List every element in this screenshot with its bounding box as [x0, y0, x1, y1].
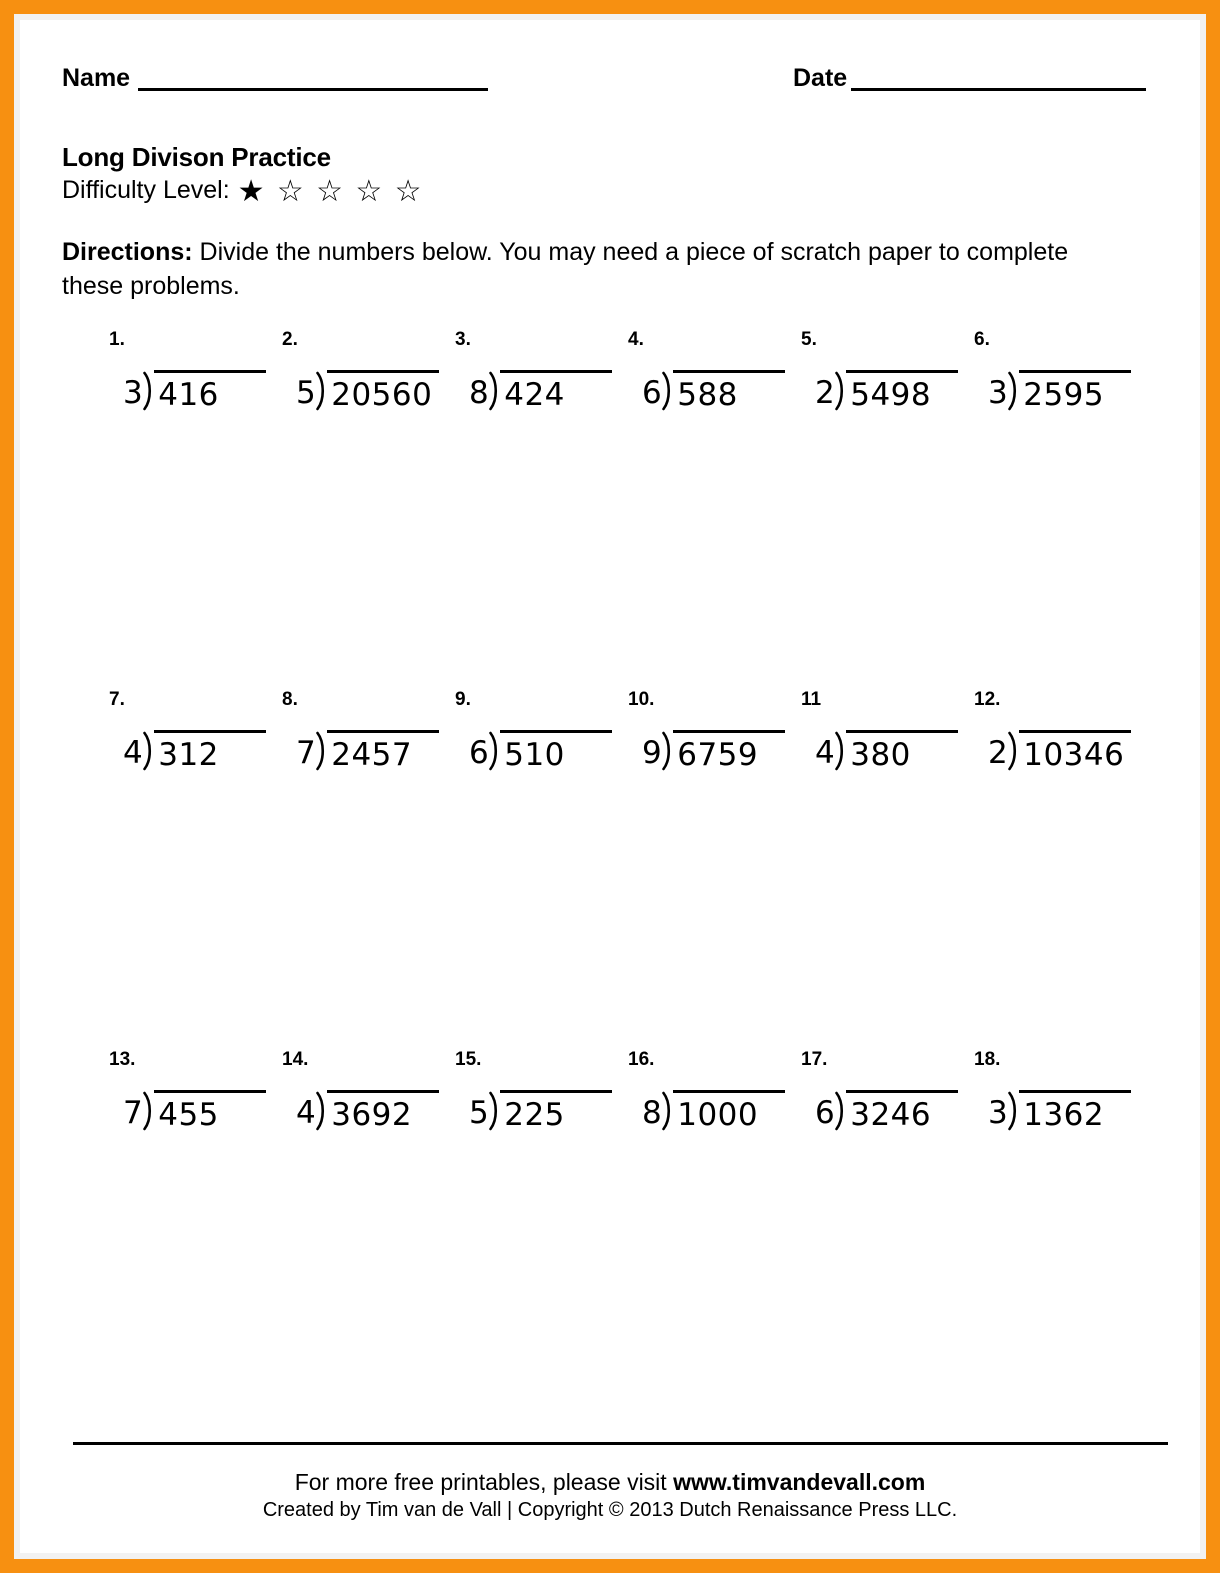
division-problem[interactable]: [624, 1050, 804, 1131]
long-division-expression: [469, 1091, 631, 1131]
date-write-line[interactable]: [851, 88, 1146, 91]
long-division-expression: [123, 1091, 285, 1131]
division-bracket-icon: [1008, 1091, 1019, 1131]
problem-number: 10.: [628, 689, 655, 710]
directions-body: Divide the numbers below. You may need a piece of scratch paper to complete these problems.: [62, 238, 1069, 300]
dividend-area[interactable]: [327, 370, 439, 411]
name-date-header: [20, 20, 1200, 110]
dividend-area[interactable]: [1019, 370, 1131, 411]
worksheet-sheet: [20, 20, 1200, 1553]
long-division-expression: [815, 371, 977, 411]
dividend-area[interactable]: [673, 370, 785, 411]
long-division-expression: [123, 371, 285, 411]
long-division-expression: [642, 371, 804, 411]
division-bracket-icon: [143, 1091, 154, 1131]
difficulty-label: Difficulty Level:: [62, 176, 230, 205]
problem-number: 18.: [974, 1049, 1001, 1070]
division-problem[interactable]: [624, 330, 804, 411]
dividend: 380: [850, 737, 911, 773]
problem-number: 7.: [109, 689, 125, 710]
division-bracket-icon: [143, 371, 154, 411]
footer-promo-prefix: For more free printables, please visit: [294, 1469, 674, 1495]
dividend: 1362: [1023, 1097, 1105, 1133]
division-bracket-icon: [489, 371, 500, 411]
dividend-area[interactable]: [327, 730, 439, 771]
division-bracket-icon: [1008, 731, 1019, 771]
dividend: 1000: [677, 1097, 759, 1133]
divisor: 3: [123, 375, 144, 411]
dividend: 312: [158, 737, 219, 773]
dividend: 424: [504, 377, 565, 413]
star-rating-icon: ★ ☆ ☆ ☆ ☆: [237, 174, 424, 208]
division-bracket-icon: [489, 731, 500, 771]
problem-number: 9.: [455, 689, 471, 710]
title-block: [62, 142, 423, 206]
dividend: 5498: [850, 377, 932, 413]
long-division-expression: [296, 731, 458, 771]
name-label: Name: [62, 64, 131, 92]
footer-divider: [73, 1442, 1168, 1445]
division-problem[interactable]: [278, 330, 458, 411]
division-problem[interactable]: [797, 330, 977, 411]
dividend: 3246: [850, 1097, 932, 1133]
long-division-expression: [988, 1091, 1150, 1131]
division-bracket-icon: [489, 1091, 500, 1131]
division-problem[interactable]: [105, 330, 285, 411]
long-division-expression: [469, 371, 631, 411]
problem-number: 6.: [974, 329, 990, 350]
divisor: 6: [642, 375, 663, 411]
long-division-expression: [123, 731, 285, 771]
division-bracket-icon: [835, 1091, 846, 1131]
problem-number: 13.: [109, 1049, 136, 1070]
divisor: 9: [642, 735, 663, 771]
long-division-expression: [815, 731, 977, 771]
long-division-expression: [469, 731, 631, 771]
dividend-area[interactable]: [327, 1090, 439, 1131]
division-bracket-icon: [316, 371, 327, 411]
division-problem[interactable]: [451, 690, 631, 771]
dividend-area[interactable]: [846, 370, 958, 411]
page-title: Long Divison Practice: [62, 142, 331, 172]
divisor: 4: [815, 735, 836, 771]
division-problem[interactable]: [278, 1050, 458, 1131]
problem-number: 12.: [974, 689, 1001, 710]
division-problem[interactable]: [970, 1050, 1150, 1131]
problem-number: 5.: [801, 329, 817, 350]
division-problem[interactable]: [278, 690, 458, 771]
division-problem[interactable]: [451, 1050, 631, 1131]
long-division-expression: [296, 1091, 458, 1131]
directions-text: [62, 236, 1072, 303]
divisor: 8: [469, 375, 490, 411]
dividend-area[interactable]: [500, 730, 612, 771]
problem-number: 14.: [282, 1049, 309, 1070]
footer-copyright: Created by Tim van de Vall | Copyright © 2013 Dutch Renaissance Press LLC.: [262, 1499, 958, 1522]
division-problem[interactable]: [105, 1050, 285, 1131]
problem-number: 4.: [628, 329, 644, 350]
dividend: 3692: [331, 1097, 413, 1133]
problem-number: 1.: [109, 329, 125, 350]
long-division-expression: [296, 371, 458, 411]
division-problem[interactable]: [105, 690, 285, 771]
divisor: 7: [296, 735, 317, 771]
divisor: 4: [123, 735, 144, 771]
problem-number: 15.: [455, 1049, 482, 1070]
division-bracket-icon: [316, 731, 327, 771]
division-bracket-icon: [662, 371, 673, 411]
division-problem[interactable]: [970, 690, 1150, 771]
name-field[interactable]: [62, 66, 488, 93]
dividend-area[interactable]: [673, 1090, 785, 1131]
problems-grid: [20, 330, 1200, 1410]
problem-number: 16.: [628, 1049, 655, 1070]
date-label: Date: [793, 64, 848, 92]
division-bracket-icon: [835, 371, 846, 411]
directions-label: Directions:: [62, 238, 193, 266]
long-division-expression: [815, 1091, 977, 1131]
dividend: 225: [504, 1097, 565, 1133]
long-division-expression: [642, 731, 804, 771]
divisor: 3: [988, 375, 1009, 411]
footer: [20, 1468, 1200, 1523]
dividend: 2595: [1023, 377, 1105, 413]
dividend: 10346: [1023, 737, 1125, 773]
division-bracket-icon: [1008, 371, 1019, 411]
dividend: 455: [158, 1097, 219, 1133]
date-field[interactable]: [793, 66, 1146, 93]
dividend: 588: [677, 377, 738, 413]
dividend: 510: [504, 737, 565, 773]
dividend: 2457: [331, 737, 413, 773]
dividend-area[interactable]: [154, 730, 266, 771]
divisor: 7: [123, 1095, 144, 1131]
problem-number: 8.: [282, 689, 298, 710]
problem-number: 2.: [282, 329, 298, 350]
divisor: 5: [296, 375, 317, 411]
division-bracket-icon: [316, 1091, 327, 1131]
division-problem[interactable]: [624, 690, 804, 771]
divisor: 2: [815, 375, 836, 411]
divisor: 5: [469, 1095, 490, 1131]
long-division-expression: [988, 371, 1150, 411]
dividend: 20560: [331, 377, 433, 413]
problem-row: [20, 1050, 1200, 1410]
dividend: 6759: [677, 737, 759, 773]
long-division-expression: [642, 1091, 804, 1131]
divisor: 6: [815, 1095, 836, 1131]
dividend-area[interactable]: [1019, 1090, 1131, 1131]
footer-promo-line: [20, 1468, 1200, 1497]
difficulty-row: [62, 176, 423, 206]
division-bracket-icon: [143, 731, 154, 771]
problem-row: [20, 690, 1200, 1050]
footer-website-link[interactable]: www.timvandevall.com: [673, 1469, 926, 1495]
dividend-area[interactable]: [673, 730, 785, 771]
dividend-area[interactable]: [846, 1090, 958, 1131]
long-division-expression: [988, 731, 1150, 771]
division-bracket-icon: [662, 731, 673, 771]
problem-number: 17.: [801, 1049, 828, 1070]
division-problem[interactable]: [797, 1050, 977, 1131]
problem-row: [20, 330, 1200, 690]
division-bracket-icon: [662, 1091, 673, 1131]
dividend-area[interactable]: [154, 1090, 266, 1131]
name-write-line[interactable]: [138, 88, 488, 91]
division-problem[interactable]: [970, 330, 1150, 411]
problem-number: 3.: [455, 329, 471, 350]
problem-number: 11: [801, 689, 822, 710]
divisor: 8: [642, 1095, 663, 1131]
divisor: 4: [296, 1095, 317, 1131]
dividend-area[interactable]: [154, 370, 266, 411]
division-problem[interactable]: [451, 330, 631, 411]
dividend-area[interactable]: [846, 730, 958, 771]
divisor: 2: [988, 735, 1009, 771]
dividend-area[interactable]: [500, 370, 612, 411]
division-bracket-icon: [835, 731, 846, 771]
dividend-area[interactable]: [500, 1090, 612, 1131]
dividend: 416: [158, 377, 219, 413]
divisor: 6: [469, 735, 490, 771]
dividend-area[interactable]: [1019, 730, 1131, 771]
division-problem[interactable]: [797, 690, 977, 771]
divisor: 3: [988, 1095, 1009, 1131]
